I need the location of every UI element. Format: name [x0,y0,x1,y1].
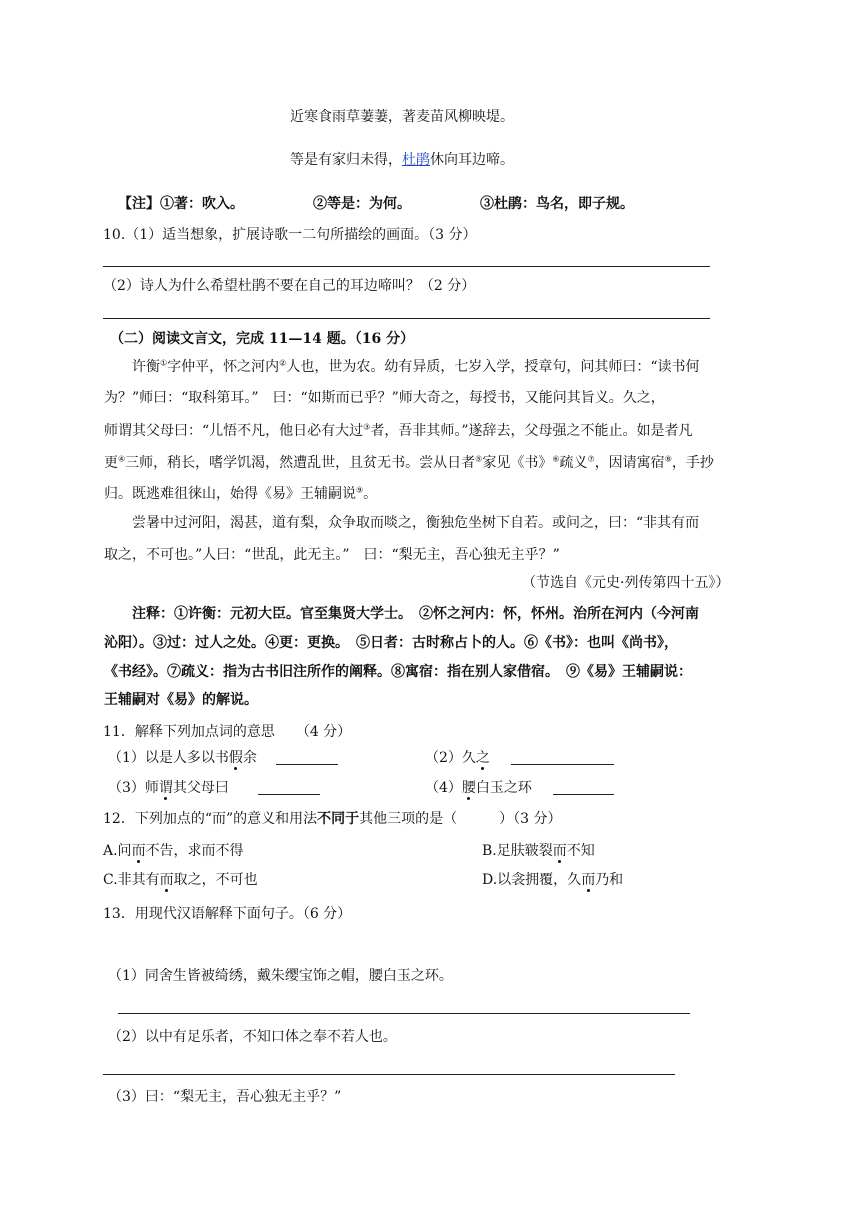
q12-option-b-text: B.足肤皲裂 [482,843,553,859]
dujuan-link[interactable]: 杜鹃 [402,152,430,168]
q12-option-d[interactable] [482,870,623,890]
q12-option-b-text-end: 不知 [566,843,595,859]
q12-option-c-text: C.非其有 [103,872,160,888]
q13-sentence-1: （1）同舍生皆被绮绣，戴朱缨宝饰之帽，腰白玉之环。 [108,968,453,984]
q10-answer-line-1[interactable] [103,266,710,267]
q12-option-c[interactable] [103,870,258,890]
poem-line-2-post: 休向耳边啼。 [430,152,514,168]
footnote-marker: ⑥ [552,454,560,464]
q11-item-1-text-end: 余 [242,750,257,766]
poem-line-2-pre: 等是有家归未得， [290,152,402,168]
passage-notes-line-3: 《书经》。⑦疏义：指为古书旧注所作的阐释。⑧寓宿：指在别人家借宿。 ⑨《易》王辅嗣说： [104,664,692,680]
poem-notes [118,194,244,214]
passage-text: 疏义 [559,455,588,471]
poem-line-1: 近寒食雨草萋萋，著麦苗风柳映堤。 [290,109,514,125]
q12-option-a-dotted-word: 而 [131,843,146,859]
footnote-marker: ④ [118,454,126,464]
poem-note-3: ③杜鹃：鸟名，即子规。 [480,196,634,212]
passage-p1-line-1 [132,357,700,377]
passage-source: （节选自《元史·列传第四十五》） [522,575,730,591]
passage-text: 字仲平，怀之河内 [167,359,280,375]
footnote-marker: ② [279,358,287,368]
q11-item-2 [425,748,490,768]
passage-notes-line-4: 王辅嗣对《易》的解说。 [104,692,258,708]
footnote-marker: ① [160,358,168,368]
q11-item-4-text-end: 白玉之环 [475,780,532,796]
footnote-marker: ③ [363,422,371,432]
passage-text: 家见《书》 [482,455,553,471]
passage-text: 。 [363,486,378,502]
q12-title-text-end: 其他三项的是（ ）（3 分） [359,811,562,827]
passage-text: 归。既逃难徂徕山，始得《易》王辅嗣说 [104,486,356,502]
q11-item-2-dotted-word: 之 [475,750,490,766]
passage-text: ，因请寓宿 [594,455,665,471]
passage-p2-line-1: 尝暑中过河阳，渴甚，道有梨，众争取而啖之，衡独危坐树下自若。或问之，曰：“非其有而 [132,515,700,531]
q12-option-a[interactable] [103,841,244,861]
q12-option-a-text: A.问 [103,843,132,859]
passage-p2-line-2: 取之，不可也。”人曰：“世乱，此无主。” 曰：“梨无主，吾心独无主乎？” [104,547,560,563]
q13-answer-line-1[interactable] [118,1013,690,1014]
q11-item-4-dotted-word: 腰 [461,780,476,796]
q11-item-3 [108,778,229,798]
passage-text: ，手抄 [671,455,714,471]
q12-option-d-text: D.以衾拥覆，久 [482,872,582,888]
q12-option-b-dotted-word: 而 [552,843,567,859]
q11-title: 11．解释下列加点词的意思 （4 分） [103,724,352,740]
footnote-marker: ⑦ [587,454,595,464]
poem-notes-label: 【注】 [118,196,160,212]
passage-text: 更 [104,455,118,471]
q13-sentence-2: （2）以中有足乐者，不知口体之奉不若人也。 [108,1029,397,1045]
passage-p1-line-3 [104,421,692,441]
passage-p1-line-5 [104,484,377,504]
footnote-marker: ⑨ [356,485,364,495]
passage-notes-line-1: 注释：①许衡：元初大臣。官至集贤大学士。 ②怀之河内：怀，怀州。治所在河内（今河南 [132,606,699,622]
q12-option-c-dotted-word: 而 [159,872,174,888]
q11-blank-3[interactable] [258,780,320,795]
passage-text: 三师，稍长，嗜学饥渴，然遭乱世，且贫无书。尝从日者 [125,455,476,471]
q11-item-3-text: （3）师 [108,780,159,796]
q10-part-2: （2）诗人为什么希望杜鹃不要在自己的耳边啼叫？（2 分） [103,278,476,294]
q12-option-d-dotted-word: 而 [581,872,596,888]
q11-blank-2[interactable] [511,750,614,765]
q13-sentence-3: （3）曰：“梨无主，吾心独无主乎？” [108,1089,342,1105]
q11-item-3-dotted-word: 谓 [158,780,173,796]
q11-item-1-dotted-word: 假 [228,750,243,766]
q11-item-3-text-end: 其父母曰 [172,780,229,796]
passage-p1-line-4 [104,453,714,473]
q13-answer-line-2[interactable] [103,1074,675,1075]
poem-note-2: ②等是：为何。 [313,196,411,212]
q13-title: 13．用现代汉语解释下面句子。（6 分） [103,906,352,922]
q11-item-1-text: （1）以是人多以书 [108,750,229,766]
q12-title-text: 12．下列加点的“而”的意义和用法 [103,811,318,827]
q11-blank-1[interactable] [276,750,338,765]
q12-title [103,809,562,829]
q11-item-4-text: （4） [425,780,462,796]
q11-blank-4[interactable] [553,780,614,795]
footnote-marker: ⑤ [475,454,483,464]
q12-title-emphasis: 不同于 [317,811,360,827]
q12-option-d-text-end: 乃和 [595,872,624,888]
q10-part-1: 10.（1）适当想象，扩展诗歌一二句所描绘的画面。（3 分） [103,227,477,243]
passage-p1-line-2: 为？”师曰：“取科第耳。” 曰：“如斯而已乎？”师大奇之，每授书，又能问其旨义。久之， [104,390,665,406]
passage-text: 师谓其父母曰：“儿悟不凡，他日必有大过 [104,423,364,439]
passage-notes-line-2: 沁阳）。③过：过人之处。④更：更换。 ⑤日者：古时称占卜的人。⑥《书》：也叫《尚书》， [104,635,678,651]
passage-text: 许衡 [132,359,160,375]
q11-item-2-text: （2）久 [425,750,476,766]
section-2-title: （二）阅读文言文，完成 11—14 题。（16 分） [110,331,415,347]
passage-text: 人也，世为农。幼有异质，七岁入学，授章句，问其师曰：“读书何 [286,359,700,375]
q10-answer-line-2[interactable] [103,318,710,319]
passage-text: 者，吾非其师。”遂辞去，父母强之不能止。如是者凡 [370,423,693,439]
q12-option-a-text-end: 不告，求而不得 [145,843,244,859]
poem-note-1: ①著：吹入。 [160,196,244,212]
footnote-marker: ⑧ [664,454,672,464]
q12-option-c-text-end: 取之，不可也 [173,872,258,888]
q11-item-1 [108,748,257,768]
q12-option-b[interactable] [482,841,595,861]
poem-line-2 [290,150,514,170]
q11-item-4 [425,778,532,798]
